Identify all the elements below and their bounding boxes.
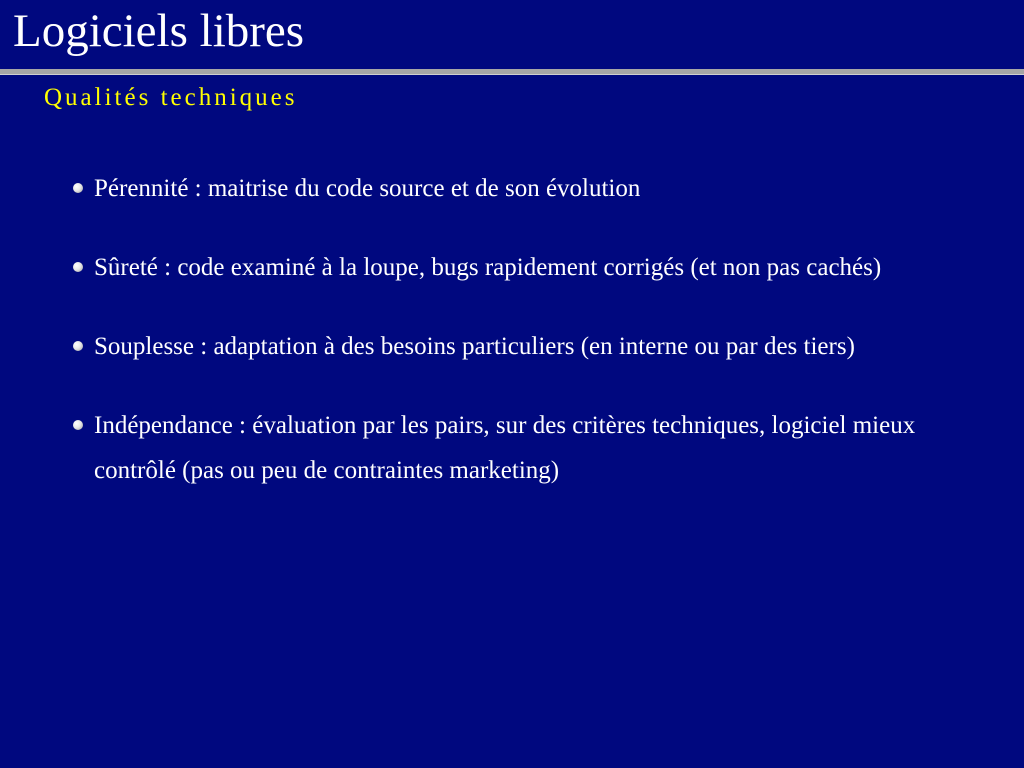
bullet-text: Sûreté : code examiné à la loupe, bugs rapidement corrigés (et non pas cachés): [94, 254, 882, 281]
bullet-item-independance: [72, 403, 962, 493]
bullet-icon: [73, 420, 83, 430]
title-divider: [0, 69, 1024, 75]
bullet-item-souplesse: [72, 324, 962, 369]
bullet-list: [72, 166, 962, 527]
slide-subtitle: Qualités techniques: [44, 84, 298, 111]
bullet-text: Indépendance : évaluation par les pairs, sur des critères techniques, logiciel mieux contrôlé (pas ou peu de contraintes marketing): [94, 412, 916, 484]
bullet-icon: [73, 183, 83, 193]
bullet-text: Pérennité : maitrise du code source et de son évolution: [94, 175, 641, 202]
bullet-item-surete: [72, 245, 962, 290]
bullet-icon: [73, 341, 83, 351]
bullet-item-perennite: [72, 166, 962, 211]
bullet-icon: [73, 262, 83, 272]
slide-title: Logiciels libres: [13, 5, 305, 57]
bullet-text: Souplesse : adaptation à des besoins particuliers (en interne ou par des tiers): [94, 333, 855, 360]
